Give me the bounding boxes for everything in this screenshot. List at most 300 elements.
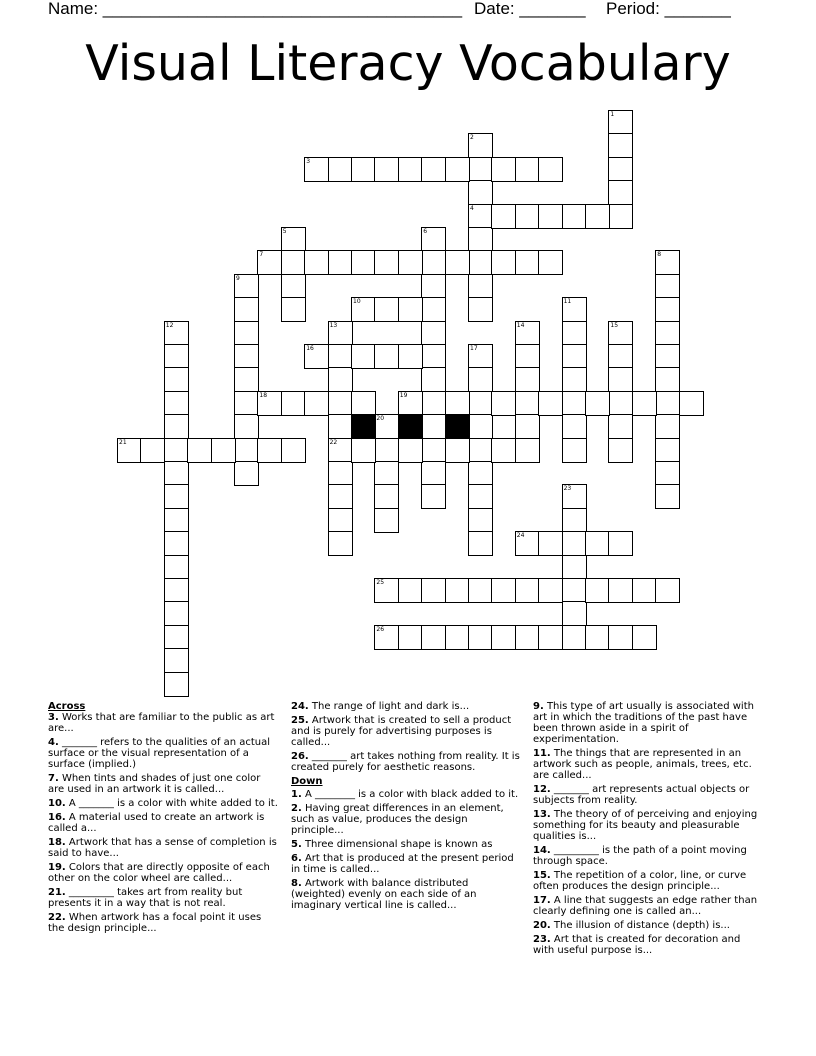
grid-cell[interactable] — [515, 321, 540, 346]
grid-cell[interactable] — [655, 438, 680, 463]
clue-item — [48, 773, 278, 795]
grid-cell[interactable] — [562, 321, 587, 346]
clue-item — [291, 789, 521, 800]
grid-cell[interactable] — [374, 625, 399, 650]
grid-cell[interactable] — [281, 274, 306, 299]
clue-item — [533, 784, 763, 806]
grid-cell[interactable] — [164, 438, 189, 463]
clue-number: 26. — [291, 751, 309, 762]
across-clue-list-continued — [291, 701, 521, 773]
clue-number: 25. — [291, 715, 309, 726]
clue-item — [533, 870, 763, 892]
grid-cell[interactable] — [608, 180, 633, 205]
grid-cell[interactable] — [398, 344, 423, 369]
grid-cell-number: 9 — [236, 274, 240, 282]
clue-number: 5. — [291, 839, 302, 850]
grid-cell[interactable] — [351, 157, 376, 182]
grid-cell[interactable] — [421, 578, 446, 603]
grid-cell[interactable] — [562, 555, 587, 580]
grid-cell[interactable] — [398, 625, 423, 650]
grid-cell[interactable] — [234, 367, 259, 392]
grid-black-cell — [351, 414, 376, 439]
grid-cell[interactable] — [468, 344, 493, 369]
grid-cell[interactable] — [398, 157, 423, 182]
grid-cell[interactable] — [281, 297, 306, 322]
grid-cell[interactable] — [281, 250, 306, 275]
grid-cell[interactable] — [468, 367, 493, 392]
grid-cell[interactable] — [468, 180, 493, 205]
clues-column-1 — [48, 701, 278, 937]
grid-cell[interactable] — [351, 297, 376, 322]
grid-cell[interactable] — [585, 625, 610, 650]
grid-cell[interactable] — [445, 438, 470, 463]
grid-cell-number: 12 — [165, 321, 174, 329]
grid-cell[interactable] — [515, 204, 540, 229]
clue-text: Artwork that has a sense of completion is said to have... — [48, 837, 277, 859]
grid-cell[interactable] — [421, 367, 446, 392]
clue-item — [533, 920, 763, 931]
grid-cell[interactable] — [468, 625, 493, 650]
grid-cell-number: 14 — [516, 321, 525, 329]
grid-cell[interactable] — [515, 157, 540, 182]
clue-text: Colors that are directly opposite of each other on the color wheel are called... — [48, 862, 270, 884]
grid-cell[interactable] — [562, 578, 587, 603]
clue-number: 22. — [48, 912, 66, 923]
grid-cell[interactable] — [445, 250, 470, 275]
grid-cell[interactable] — [655, 250, 680, 275]
grid-cell[interactable] — [445, 157, 470, 182]
grid-cell[interactable] — [655, 274, 680, 299]
grid-cell[interactable] — [515, 578, 540, 603]
clue-number: 18. — [48, 837, 66, 848]
grid-cell-number: 15 — [610, 321, 619, 329]
grid-cell[interactable] — [421, 297, 446, 322]
grid-cell[interactable] — [608, 391, 633, 416]
grid-cell[interactable] — [328, 531, 353, 556]
clue-number: 16. — [48, 812, 66, 823]
grid-cell[interactable] — [655, 297, 680, 322]
grid-cell[interactable] — [328, 250, 353, 275]
grid-cell-number: 3 — [306, 157, 311, 165]
grid-cell[interactable] — [468, 297, 493, 322]
grid-cell[interactable] — [491, 625, 516, 650]
grid-cell[interactable] — [491, 204, 516, 229]
clue-number: 8. — [291, 878, 302, 889]
grid-cell[interactable] — [234, 274, 259, 299]
grid-cell[interactable] — [468, 414, 493, 439]
clue-number: 24. — [291, 701, 309, 712]
grid-cell[interactable] — [234, 391, 259, 416]
grid-cell[interactable] — [374, 461, 399, 486]
grid-cell-number: 24 — [516, 532, 525, 540]
grid-cell[interactable] — [281, 438, 306, 463]
grid-cell[interactable] — [538, 625, 563, 650]
grid-cell[interactable] — [468, 508, 493, 533]
clue-text: Having great differences in an element, such as value, produces the design principle... — [291, 803, 504, 836]
grid-cell[interactable] — [608, 438, 633, 463]
grid-cell[interactable] — [398, 438, 423, 463]
page-title: Visual Literacy Vocabulary — [85, 35, 731, 92]
grid-cell[interactable] — [328, 321, 353, 346]
grid-cell[interactable] — [164, 648, 189, 673]
grid-cell[interactable] — [328, 508, 353, 533]
grid-cell[interactable] — [164, 625, 189, 650]
grid-cell[interactable] — [468, 250, 493, 275]
grid-cell[interactable] — [374, 414, 399, 439]
grid-cell-number: 18 — [259, 391, 268, 399]
grid-cell[interactable] — [562, 508, 587, 533]
grid-cell[interactable] — [445, 625, 470, 650]
grid-cell[interactable] — [608, 344, 633, 369]
grid-cell[interactable] — [164, 555, 189, 580]
grid-cell[interactable] — [608, 367, 633, 392]
clue-item — [533, 895, 763, 917]
grid-cell[interactable] — [608, 531, 633, 556]
clue-number: 23. — [533, 934, 551, 945]
grid-cell[interactable] — [164, 344, 189, 369]
grid-cell[interactable] — [398, 297, 423, 322]
grid-cell[interactable] — [164, 531, 189, 556]
grid-cell[interactable] — [655, 414, 680, 439]
grid-cell[interactable] — [655, 484, 680, 509]
clue-item — [533, 845, 763, 867]
clue-text: Works that are familiar to the public as art are... — [48, 712, 275, 734]
clue-number: 4. — [48, 737, 59, 748]
grid-cell[interactable] — [608, 133, 633, 158]
clue-text: A material used to create an artwork is called a... — [48, 812, 265, 834]
grid-cell[interactable] — [328, 438, 353, 463]
clue-text: A _______ is a color with white added to it. — [65, 798, 278, 809]
grid-black-cell — [445, 414, 470, 439]
grid-cell[interactable] — [328, 344, 353, 369]
clue-item — [291, 839, 521, 850]
grid-cell[interactable] — [117, 438, 142, 463]
grid-cell[interactable] — [445, 391, 470, 416]
grid-cell[interactable] — [421, 250, 446, 275]
grid-cell[interactable] — [585, 391, 610, 416]
grid-cell[interactable] — [164, 391, 189, 416]
grid-cell[interactable] — [468, 157, 493, 182]
grid-cell[interactable] — [468, 133, 493, 158]
grid-cell[interactable] — [655, 461, 680, 486]
clue-item — [533, 701, 763, 745]
grid-cell[interactable] — [164, 484, 189, 509]
grid-cell[interactable] — [608, 625, 633, 650]
grid-cell[interactable] — [491, 157, 516, 182]
across-clue-list — [48, 712, 278, 934]
grid-cell[interactable] — [234, 438, 259, 463]
grid-cell[interactable] — [515, 344, 540, 369]
clue-item — [291, 853, 521, 875]
clue-text: Three dimensional shape is known as — [301, 839, 493, 850]
clue-number: 17. — [533, 895, 551, 906]
grid-cell[interactable] — [421, 157, 446, 182]
grid-cell[interactable] — [468, 484, 493, 509]
grid-cell[interactable] — [374, 484, 399, 509]
grid-cell[interactable] — [374, 508, 399, 533]
grid-cell[interactable] — [187, 438, 212, 463]
clue-number: 21. — [48, 887, 66, 898]
grid-cell[interactable] — [234, 414, 259, 439]
grid-cell[interactable] — [468, 274, 493, 299]
grid-cell[interactable] — [632, 391, 657, 416]
grid-cell[interactable] — [374, 250, 399, 275]
clue-number: 12. — [533, 784, 551, 795]
grid-cell[interactable] — [164, 672, 189, 697]
grid-black-cell — [398, 414, 423, 439]
grid-cell[interactable] — [608, 321, 633, 346]
clue-item — [48, 812, 278, 834]
grid-cell[interactable] — [468, 391, 493, 416]
grid-cell[interactable] — [562, 414, 587, 439]
clue-text: _______ art takes nothing from reality. It is created purely for aesthetic reasons. — [291, 751, 520, 773]
grid-cell[interactable] — [164, 367, 189, 392]
clue-number: 15. — [533, 870, 551, 881]
clue-number: 11. — [533, 748, 551, 759]
grid-cell[interactable] — [562, 297, 587, 322]
clue-number: 20. — [533, 920, 551, 931]
grid-cell[interactable] — [164, 414, 189, 439]
grid-cell[interactable] — [538, 391, 563, 416]
grid-cell[interactable] — [538, 157, 563, 182]
grid-cell[interactable] — [164, 321, 189, 346]
grid-cell[interactable] — [655, 321, 680, 346]
grid-cell[interactable] — [374, 438, 399, 463]
grid-cell[interactable] — [679, 391, 704, 416]
clue-text: _________ takes art from reality but presents it in a way that is not real. — [48, 887, 243, 909]
grid-cell[interactable] — [421, 321, 446, 346]
grid-cell[interactable] — [421, 391, 446, 416]
clues-column-3 — [533, 701, 763, 959]
grid-cell[interactable] — [328, 367, 353, 392]
grid-cell-number: 20 — [376, 415, 385, 423]
grid-cell[interactable] — [608, 110, 633, 135]
grid-cell[interactable] — [374, 344, 399, 369]
across-heading: Across — [48, 701, 86, 712]
grid-cell[interactable] — [491, 578, 516, 603]
grid-cell-number: 19 — [399, 391, 408, 399]
grid-cell[interactable] — [374, 297, 399, 322]
grid-cell-number: 23 — [563, 485, 572, 493]
grid-cell[interactable] — [328, 391, 353, 416]
grid-cell[interactable] — [304, 157, 329, 182]
grid-cell[interactable] — [515, 391, 540, 416]
clue-text: When tints and shades of just one color are used in an artwork it is called... — [48, 773, 261, 795]
clue-number: 3. — [48, 712, 59, 723]
grid-cell[interactable] — [164, 461, 189, 486]
grid-cell[interactable] — [374, 578, 399, 603]
grid-cell[interactable] — [515, 531, 540, 556]
grid-cell[interactable] — [421, 414, 446, 439]
grid-cell[interactable] — [351, 438, 376, 463]
grid-cell[interactable] — [304, 391, 329, 416]
clue-item — [48, 737, 278, 770]
grid-cell-number: 11 — [563, 298, 572, 306]
clue-number: 10. — [48, 798, 66, 809]
clue-text: The repetition of a color, line, or curve often produces the design principle... — [533, 870, 747, 892]
clue-item — [291, 751, 521, 773]
grid-cell[interactable] — [468, 204, 493, 229]
grid-cell[interactable] — [328, 484, 353, 509]
clue-text: This type of art usually is associated with art in which the traditions of the past have been thrown aside in a spirit of experimentation. — [533, 701, 754, 745]
clue-text: The theory of of perceiving and enjoying something for its beauty and pleasurable qualities is... — [533, 809, 758, 842]
down-clue-list — [291, 789, 521, 911]
date-field-label[interactable]: Date: _______ — [474, 0, 586, 18]
grid-cell[interactable] — [328, 461, 353, 486]
grid-cell-number: 21 — [119, 438, 127, 446]
grid-cell[interactable] — [304, 250, 329, 275]
grid-cell-number: 10 — [353, 298, 361, 306]
grid-cell[interactable] — [632, 625, 657, 650]
grid-cell[interactable] — [608, 578, 633, 603]
grid-cell[interactable] — [515, 625, 540, 650]
clue-item — [533, 809, 763, 842]
clue-text: A line that suggests an edge rather than clearly defining one is called an... — [533, 895, 758, 917]
clue-number: 13. — [533, 809, 551, 820]
grid-cell[interactable] — [351, 391, 376, 416]
grid-cell[interactable] — [281, 391, 306, 416]
clue-text: Art that is produced at the present period in time is called... — [291, 853, 514, 875]
clue-text: Artwork that is created to sell a product and is purely for advertising purposes is called... — [291, 715, 512, 748]
grid-cell[interactable] — [491, 391, 516, 416]
grid-cell[interactable] — [164, 508, 189, 533]
grid-cell[interactable] — [351, 344, 376, 369]
grid-cell[interactable] — [562, 391, 587, 416]
clue-text: _______ refers to the qualities of an actual surface or the visual representation of a surface (implied.) — [48, 737, 271, 770]
grid-cell[interactable] — [632, 578, 657, 603]
grid-cell[interactable] — [585, 531, 610, 556]
grid-cell[interactable] — [562, 204, 587, 229]
grid-cell[interactable] — [608, 414, 633, 439]
grid-cell[interactable] — [538, 204, 563, 229]
clue-number: 14. — [533, 845, 551, 856]
grid-cell[interactable] — [562, 625, 587, 650]
grid-cell-number: 2 — [470, 134, 474, 142]
grid-cell[interactable] — [234, 297, 259, 322]
grid-cell[interactable] — [562, 531, 587, 556]
grid-cell[interactable] — [515, 414, 540, 439]
grid-cell[interactable] — [562, 344, 587, 369]
grid-cell[interactable] — [328, 414, 353, 439]
grid-cell[interactable] — [655, 578, 680, 603]
clue-item — [48, 712, 278, 734]
grid-cell[interactable] — [445, 578, 470, 603]
grid-cell[interactable] — [257, 250, 282, 275]
clue-item — [48, 837, 278, 859]
grid-cell[interactable] — [538, 531, 563, 556]
clue-text: Art that is created for decoration and with useful purpose is... — [533, 934, 741, 956]
grid-cell[interactable] — [468, 461, 493, 486]
clue-item — [291, 878, 521, 911]
grid-cell[interactable] — [515, 367, 540, 392]
grid-cell[interactable] — [304, 344, 329, 369]
grid-cell[interactable] — [398, 391, 423, 416]
grid-cell-number: 25 — [376, 579, 385, 586]
grid-cell[interactable] — [257, 438, 282, 463]
grid-cell[interactable] — [234, 461, 259, 486]
grid-cell[interactable] — [234, 321, 259, 346]
grid-cell[interactable] — [468, 227, 493, 252]
grid-cell[interactable] — [515, 250, 540, 275]
clue-item — [291, 701, 521, 712]
grid-cell[interactable] — [140, 438, 165, 463]
clue-text: The range of light and dark is... — [308, 701, 470, 712]
grid-cell[interactable] — [655, 391, 680, 416]
grid-cell[interactable] — [398, 250, 423, 275]
name-field-label[interactable]: Name: ______________________________________ — [48, 0, 463, 18]
grid-cell[interactable] — [234, 344, 259, 369]
grid-cell[interactable] — [421, 227, 446, 252]
grid-cell[interactable] — [421, 438, 446, 463]
clue-text: When artwork has a focal point it uses the design principle... — [48, 912, 262, 934]
grid-cell[interactable] — [491, 250, 516, 275]
clue-item — [48, 887, 278, 909]
grid-cell[interactable] — [562, 601, 587, 626]
grid-cell[interactable] — [468, 578, 493, 603]
grid-cell[interactable] — [421, 625, 446, 650]
down-clue-list-continued — [533, 701, 763, 956]
grid-cell[interactable] — [351, 250, 376, 275]
grid-cell[interactable] — [211, 438, 236, 463]
period-field-label[interactable]: Period: _______ — [606, 0, 731, 18]
grid-cell[interactable] — [374, 157, 399, 182]
grid-cell[interactable] — [398, 578, 423, 603]
grid-cell[interactable] — [164, 578, 189, 603]
grid-cell[interactable] — [257, 391, 282, 416]
clue-text: _______ art represents actual objects or subjects from reality. — [533, 784, 750, 806]
grid-cell-number: 8 — [657, 251, 662, 259]
grid-cell-number: 22 — [329, 438, 338, 446]
clue-number: 6. — [291, 853, 302, 864]
grid-cell-number: 6 — [423, 228, 428, 235]
clue-item — [291, 803, 521, 836]
grid-cell-number: 4 — [470, 204, 474, 212]
grid-cell[interactable] — [421, 344, 446, 369]
grid-cell[interactable] — [328, 157, 353, 182]
clue-item — [48, 862, 278, 884]
grid-cell-number: 1 — [610, 111, 615, 118]
grid-cell-number: 5 — [282, 228, 287, 235]
grid-cell[interactable] — [538, 250, 563, 275]
grid-cell[interactable] — [164, 601, 189, 626]
grid-cell[interactable] — [468, 531, 493, 556]
grid-cell[interactable] — [421, 461, 446, 486]
grid-cell-number: 26 — [376, 625, 385, 633]
grid-cell[interactable] — [515, 438, 540, 463]
grid-cell[interactable] — [562, 484, 587, 509]
grid-cell[interactable] — [468, 438, 493, 463]
clue-text: A ________ is a color with black added to it. — [301, 789, 519, 800]
clue-item — [533, 748, 763, 781]
grid-cell[interactable] — [608, 204, 633, 229]
grid-cell[interactable] — [421, 484, 446, 509]
grid-cell[interactable] — [608, 157, 633, 182]
grid-cell[interactable] — [562, 438, 587, 463]
grid-cell[interactable] — [281, 227, 306, 252]
clue-number: 9. — [533, 701, 544, 712]
grid-cell[interactable] — [655, 367, 680, 392]
grid-cell[interactable] — [421, 274, 446, 299]
grid-cell[interactable] — [538, 578, 563, 603]
grid-cell-number: 7 — [259, 251, 264, 259]
grid-cell[interactable] — [562, 367, 587, 392]
grid-cell[interactable] — [585, 204, 610, 229]
grid-cell[interactable] — [585, 578, 610, 603]
clue-text: The illusion of distance (depth) is... — [550, 920, 730, 931]
grid-cell[interactable] — [491, 438, 516, 463]
clue-item — [48, 798, 278, 809]
grid-cell[interactable] — [655, 344, 680, 369]
